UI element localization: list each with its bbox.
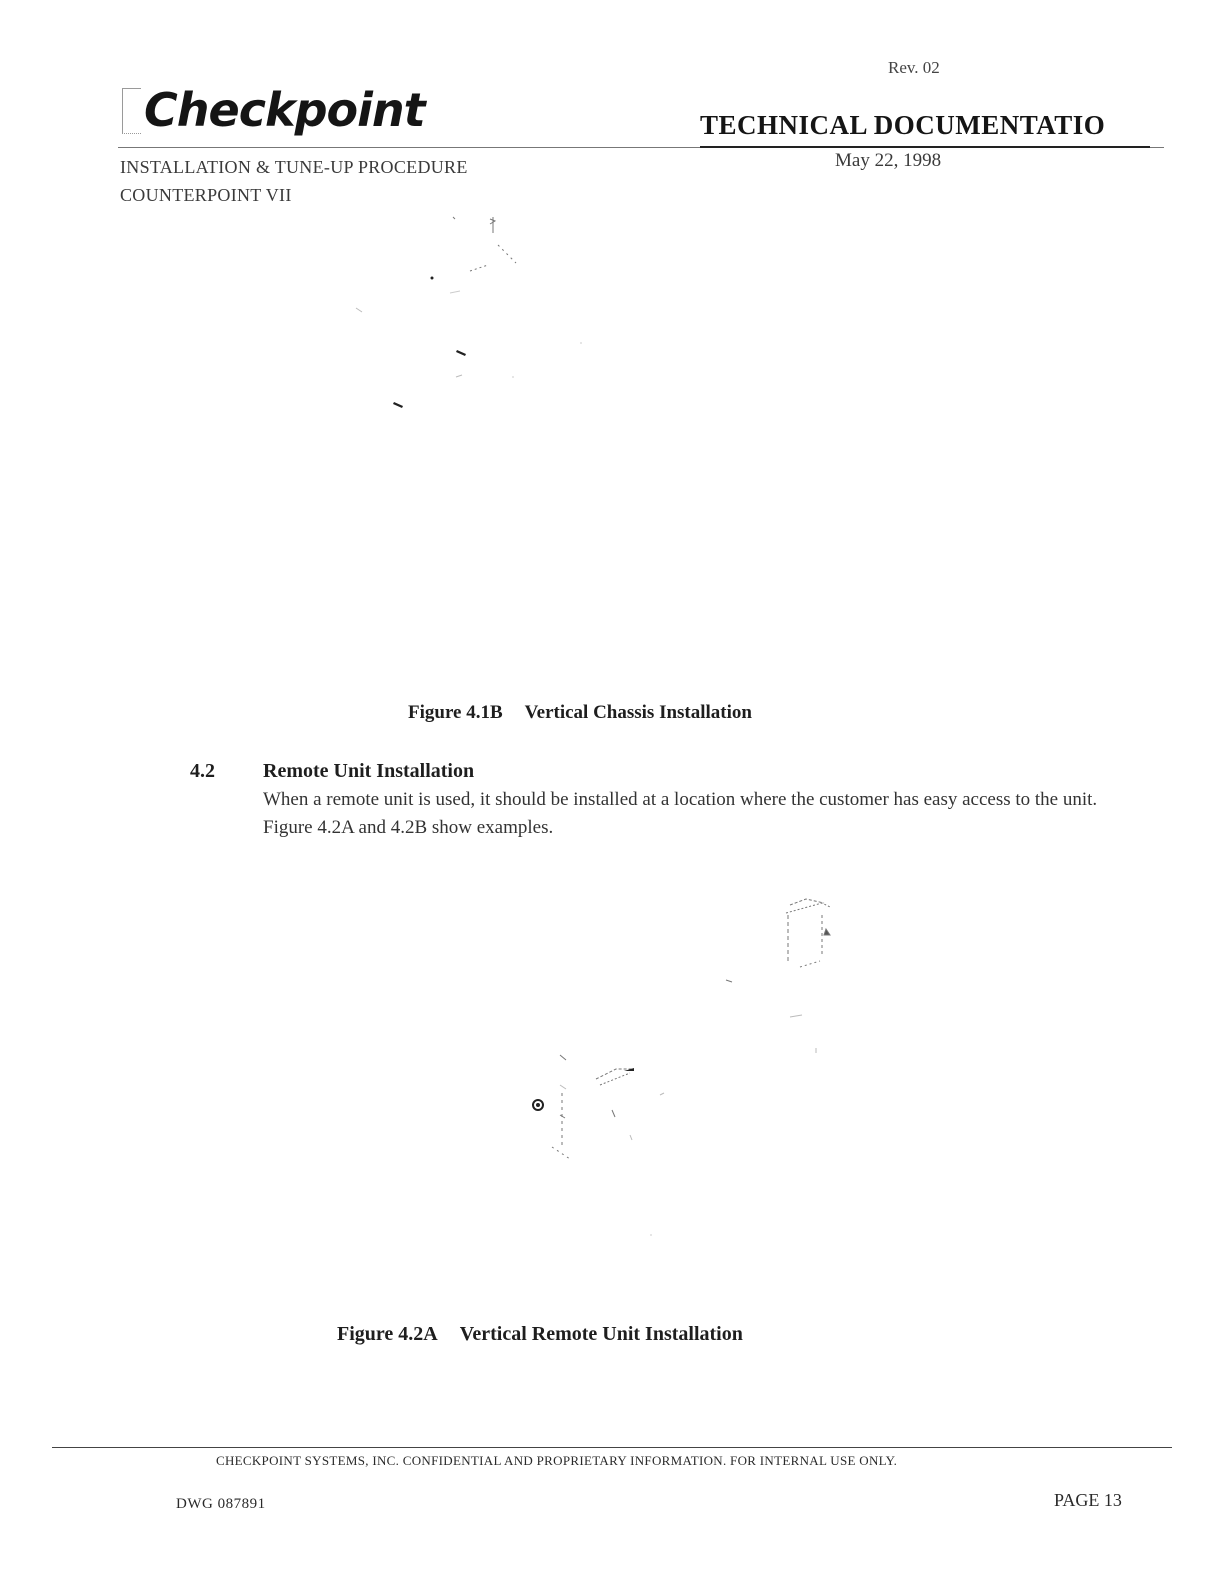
figure-4-1b-number: Figure 4.1B bbox=[408, 702, 503, 723]
footer-rule bbox=[52, 1447, 1172, 1448]
section-title: Remote Unit Installation bbox=[263, 760, 475, 782]
page-number: PAGE 13 bbox=[1054, 1490, 1122, 1510]
figure-4-1b-drawing bbox=[320, 205, 610, 445]
logo-text: Checkpoint bbox=[144, 83, 425, 137]
figure-4-2a-number: Figure 4.2A bbox=[337, 1323, 438, 1345]
document-type-heading: TECHNICAL DOCUMENTATIO bbox=[700, 110, 1106, 140]
logo-bracket-mark bbox=[122, 88, 141, 134]
figure-4-1b-caption bbox=[408, 702, 752, 724]
header-rule-underline bbox=[700, 146, 1150, 148]
figure-4-1b-title: Vertical Chassis Installation bbox=[524, 702, 752, 723]
document-title bbox=[120, 153, 468, 209]
section-number: 4.2 bbox=[190, 760, 215, 782]
figure-4-2a-drawing bbox=[500, 885, 860, 1245]
revision-label: Rev. 02 bbox=[888, 58, 940, 77]
document-date: May 22, 1998 bbox=[835, 150, 942, 171]
figure-4-1b-image bbox=[320, 205, 610, 445]
figure-4-2a-image bbox=[500, 885, 860, 1245]
document-title-line1: INSTALLATION & TUNE-UP PROCEDURE bbox=[120, 157, 468, 177]
drawing-number: DWG 087891 bbox=[176, 1496, 266, 1512]
document-title-line2: COUNTERPOINT VII bbox=[120, 185, 292, 205]
section-body-text: When a remote unit is used, it should be installed at a location where the customer has easy access to the unit. Figure 4.2A and 4.2B show examples. bbox=[263, 789, 1098, 838]
figure-4-2a-caption bbox=[337, 1323, 743, 1346]
figure-4-2a-title: Vertical Remote Unit Installation bbox=[459, 1323, 743, 1345]
confidential-notice: CHECKPOINT SYSTEMS, INC. CONFIDENTIAL AND PROPRIETARY INFORMATION. FOR INTERNAL USE ONLY. bbox=[216, 1453, 898, 1468]
checkpoint-logo bbox=[118, 80, 425, 146]
